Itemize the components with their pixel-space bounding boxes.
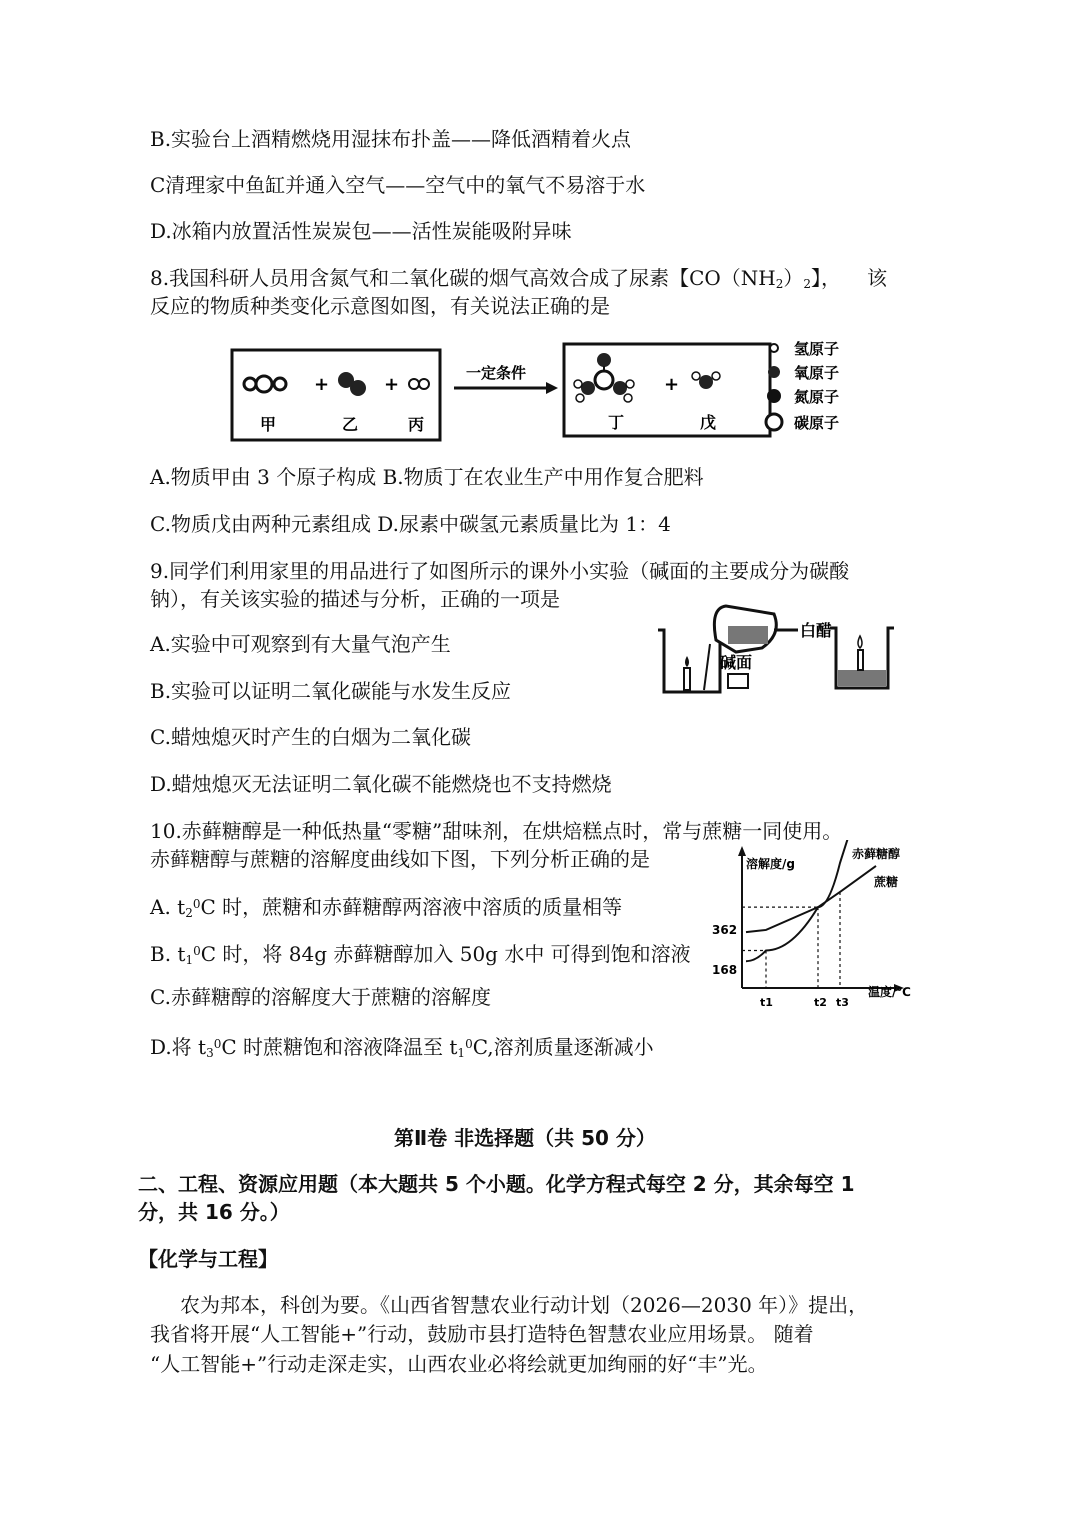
q9-option-d: D.蜡烛熄灭无法证明二氧化碳不能燃烧也不支持燃烧 [150,772,612,796]
arrow-condition-label: 一定条件 [466,364,527,382]
legend-nitrogen-icon [767,389,781,403]
section-heading-line2: 分，共 16 分。） [138,1200,290,1224]
section-title: 第Ⅱ卷 非选择题（共 50 分） [394,1126,656,1150]
label-ding: 丁 [608,413,625,432]
paragraph-line2: 我省将开展“人工智能+”行动，鼓励市县打造特色智慧农业应用场景。 随着 [150,1322,814,1346]
paragraph-line1: 农为邦本，科创为要。《山西省智慧农业行动计划（2026—2030 年）》提出， [180,1293,869,1317]
q7-option-c: C清理家中鱼缸并通入空气——空气中的氧气不易溶于水 [150,173,646,197]
paragraph-line3: “人工智能+”行动走深走实，山西农业必将绘就更加绚丽的好“丰”光。 [150,1352,768,1376]
label-jia: 甲 [260,415,277,434]
subheading: 【化学与工程】 [138,1247,278,1271]
q10-stem-line2: 赤藓糖醇与蔗糖的溶解度曲线如下图，下列分析正确的是 [150,847,650,871]
legend-carbon-icon [766,414,782,430]
q10-stem-line1: 10.赤藓糖醇是一种低热量“零糖”甜味剂，在烘焙糕点时，常与蔗糖一同使用。 [150,819,843,843]
q7-option-d: D.冰箱内放置活性炭炭包——活性炭能吸附异味 [150,219,572,243]
q10-option-b: B. $t_1^0C$ 时，将 84g 赤藓糖醇加入 50g 水中 可得到饱和溶液 [150,942,691,967]
legend-oxygen: 氧原子 [794,364,840,382]
label-soda: 碱面 [720,653,753,672]
q9-option-b: B.实验可以证明二氧化碳能与水发生反应 [150,679,512,703]
q8-options-cd: C.物质戊由两种元素组成 D.尿素中碳氢元素质量比为 1：4 [150,512,671,536]
curve-sucrose [746,866,876,932]
legend-nitrogen: 氮原子 [794,388,840,406]
q9-option-a: A.实验中可观察到有大量气泡产生 [150,632,451,656]
y-tick-168: 168 [712,963,738,977]
q9-stem-line1: 9.同学们利用家里的用品进行了如图所示的课外小实验（碱面的主要成分为碳酸 [150,559,850,583]
q8-stem-line2: 反应的物质种类变化示意图如图，有关说法正确的是 [150,294,610,318]
x-tick-t1: t1 [760,996,773,1009]
label-yi: 乙 [342,415,359,434]
legend-erythritol: 赤藓糖醇 [852,847,901,861]
q10-option-c: C.赤藓糖醇的溶解度大于蔗糖的溶解度 [150,985,491,1009]
q9-experiment-figure [650,600,920,700]
q8-stem-line1: 8.我国科研人员用含氮气和二氧化碳的烟气高效合成了尿素【$CO(NH_2)_2$】， 该 [150,266,888,291]
legend-sucrose: 蔗糖 [874,875,899,889]
q10-option-d: D.将 $t_3^0C$ 时蔗糖饱和溶液降温至 $t_1^0C$,溶剂质量逐渐减小 [150,1035,654,1060]
legend-hydrogen: 氢原子 [794,340,840,358]
molecule-yi [338,372,366,396]
legend-hydrogen-icon [770,344,778,352]
x-axis-label: 温度/℃ [868,985,911,999]
svg-text:+: + [314,374,330,395]
svg-text:+: + [384,374,400,395]
solubility-chart [710,840,925,1010]
q7-option-b: B.实验台上酒精燃烧用湿抹布扑盖——降低酒精着火点 [150,127,632,151]
label-bing: 丙 [408,415,425,434]
label-vinegar: 白醋 [800,621,833,640]
x-tick-t2: t2 [814,996,827,1009]
molecule-jia [244,376,286,392]
molecule-wu [692,372,720,389]
x-tick-t3: t3 [836,996,849,1009]
y-tick-362: 362 [712,923,738,937]
y-axis-label: 溶解度/g [746,857,795,871]
label-wu: 戊 [700,413,717,432]
q9-stem-line2: 钠），有关该实验的描述与分析，正确的一项是 [150,587,560,611]
section-heading-line1: 二、工程、资源应用题（本大题共 5 个小题。化学方程式每空 2 分，其余每空 1 [138,1172,855,1196]
svg-text:+: + [664,374,680,395]
q8-reaction-diagram [228,336,858,446]
legend-oxygen-icon [768,366,780,378]
molecule-ding [574,353,634,402]
q8-options-ab: A.物质甲由 3 个原子构成 B.物质丁在农业生产中用作复合肥料 [150,465,704,489]
legend-carbon: 碳原子 [794,414,840,432]
molecule-bing [409,379,429,389]
q10-option-a: A. $t_2^0C$ 时，蔗糖和赤藓糖醇两溶液中溶质的质量相等 [150,895,623,920]
q9-option-c: C.蜡烛熄灭时产生的白烟为二氧化碳 [150,725,471,749]
